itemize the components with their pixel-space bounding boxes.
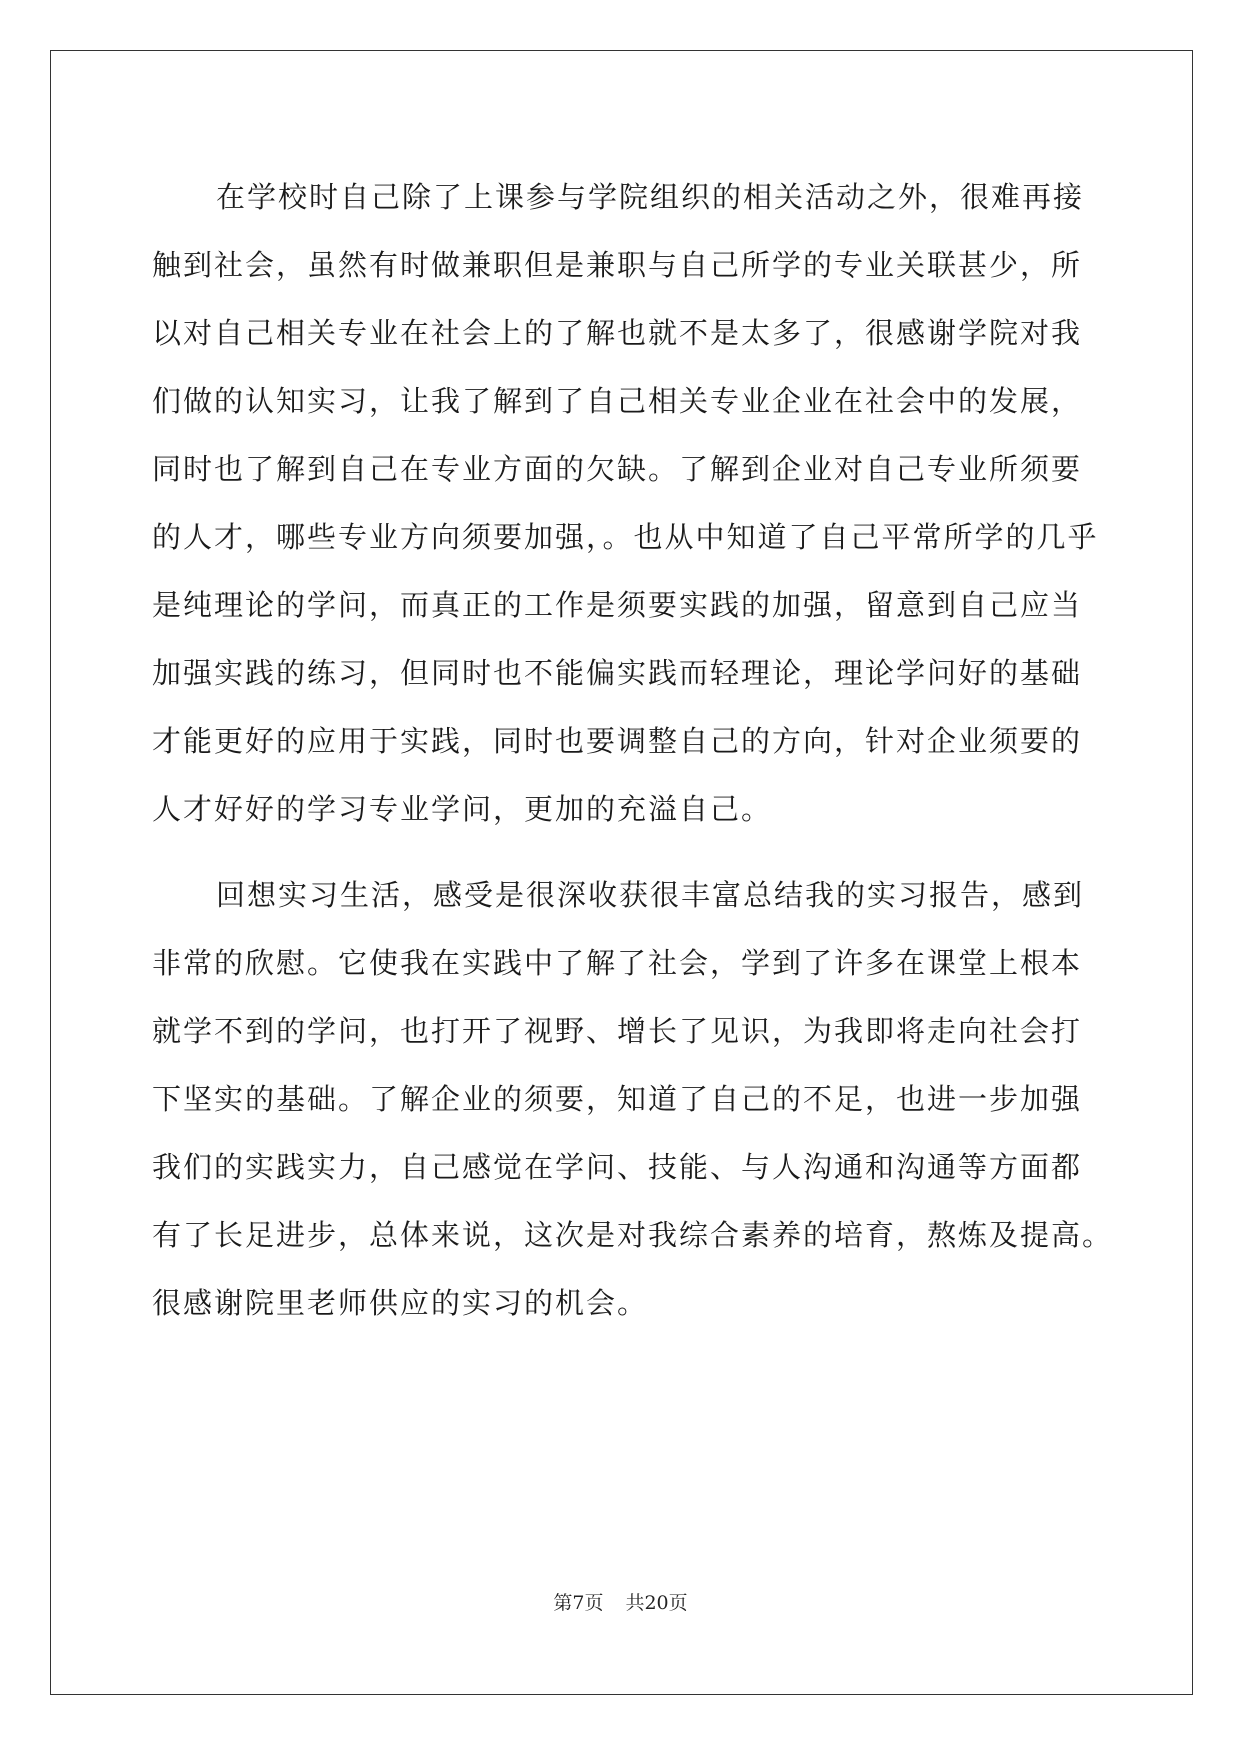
paragraph-gap — [152, 843, 1112, 861]
text-line: 触到社会，虽然有时做兼职但是兼职与自己所学的专业关联甚少，所 — [152, 248, 1083, 282]
text-line: 非常的欣慰。它使我在实践中了解了社会，学到了许多在课堂上根本 — [152, 946, 1083, 980]
text-line: 很感谢院里老师供应的实习的机会。 — [152, 1286, 649, 1320]
text-line: 就学不到的学问，也打开了视野、增长了见识，为我即将走向社会打 — [152, 1014, 1083, 1048]
text-line: 下坚实的基础。了解企业的须要，知道了自己的不足，也进一步加强 — [152, 1082, 1083, 1116]
page-total: 共20页 — [625, 1592, 688, 1614]
page-number: 第7页 — [553, 1592, 604, 1614]
text-line: 有了长足进步，总体来说，这次是对我综合素养的培育，熬炼及提高。 — [152, 1218, 1114, 1252]
text-line: 们做的认知实习，让我了解到了自己相关专业企业在社会中的发展， — [152, 384, 1083, 418]
text-line: 同时也了解到自己在专业方面的欠缺。了解到企业对自己专业所须要 — [152, 452, 1083, 486]
paragraph-2 — [152, 861, 1112, 1337]
text-line: 回想实习生活，感受是很深收获很丰富总结我的实习报告，感到 — [216, 878, 1085, 912]
text-line: 在学校时自己除了上课参与学院组织的相关活动之外，很难再接 — [216, 180, 1085, 214]
text-line: 才能更好的应用于实践，同时也要调整自己的方向，针对企业须要的 — [152, 724, 1083, 758]
paragraph-1 — [152, 163, 1112, 843]
document-body — [152, 163, 1112, 1337]
text-line: 我们的实践实力，自己感觉在学问、技能、与人沟通和沟通等方面都 — [152, 1150, 1083, 1184]
text-line: 人才好好的学习专业学问，更加的充溢自己。 — [152, 792, 773, 826]
page-footer — [0, 1588, 1241, 1615]
text-line: 的人才，哪些专业方向须要加强，。也从中知道了自己平常所学的几乎 — [152, 520, 1099, 554]
text-line: 加强实践的练习，但同时也不能偏实践而轻理论，理论学问好的基础 — [152, 656, 1083, 690]
text-line: 以对自己相关专业在社会上的了解也就不是太多了，很感谢学院对我 — [152, 316, 1083, 350]
text-line: 是纯理论的学问，而真正的工作是须要实践的加强，留意到自己应当 — [152, 588, 1083, 622]
